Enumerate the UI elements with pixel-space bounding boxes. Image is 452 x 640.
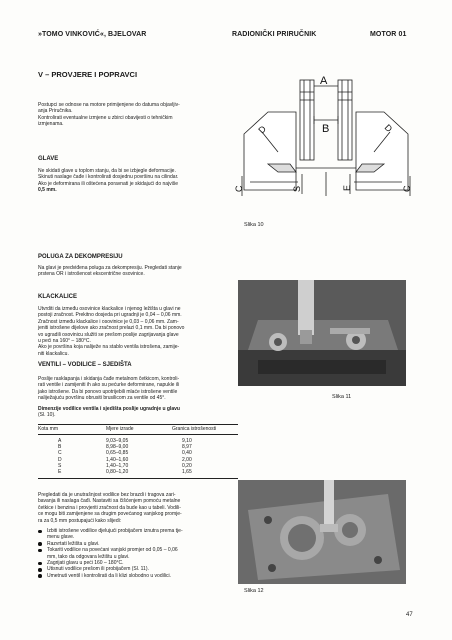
figure12-caption: Slika 12 [244, 588, 264, 594]
label-s: S [292, 185, 302, 192]
dimensions-table-body [38, 438, 238, 475]
valve-guide-diagram [234, 72, 414, 200]
dimensions-table [38, 426, 238, 432]
label-d-right: D [382, 122, 395, 135]
list-item: Utisnuti vodilice prešom ili probijačem (Sl. 11). [38, 566, 238, 572]
table-row: C 0,65–0,85 0,40 [58, 450, 192, 457]
section-title: V – PROVJERE I POPRAVCI [38, 70, 138, 79]
page-number: 47 [406, 612, 413, 618]
list-item: Umetnuti ventil i kontrolirati da li klizi slobodno u vodilici. [38, 573, 238, 579]
ventili-heading: VENTILI – VODILICE – SJEDIŠTA [38, 362, 132, 368]
list-item: Zagrijati glavu u peći 160 – 180°C. [38, 560, 238, 566]
glave-heading: GLAVE [38, 156, 59, 162]
figure11-photo [238, 280, 406, 386]
header-left: »TOMO VINKOVIĆ«, BJELOVAR [38, 31, 147, 38]
figure12-photo [238, 480, 406, 584]
label-b: B [322, 123, 330, 135]
table-row: A 9,03–9,05 9,10 [58, 438, 192, 445]
table-row: D 1,40–1,60 2,00 [58, 456, 192, 463]
ventili-paragraph: Poslije rasklapanja i skidanja čađe metalnom četkicom, kontroli- rati ventile i zamijeniti ih ako su pećurke deformirane, napukle ili jako istrošene. Da bi ponovo upotrijebili mlaće istrošene ventile naliježajuću površinu obrusiti brusilicom za ventile od 45°. [38, 376, 180, 402]
intro-paragraph: Postupci se odnose na motore primijenjene do datuma objavljiv- anja Priručnika. Kontrolirati eventualne izmjene u zbirci obavijesti o tehničkim izmjenama. [38, 102, 180, 128]
label-c-right: C [402, 185, 412, 192]
steps-list [38, 528, 238, 579]
column-header: Kota mm [38, 426, 59, 433]
column-header: Mjere izrade [106, 426, 134, 433]
label-e: E [342, 184, 352, 191]
figure10-caption: Slika 10 [244, 222, 264, 228]
pregledati-paragraph: Pregledati da je unutrašnjost vodilice bez brazdi i tragova zari- bavanja ili naslaga čađi. Nastaviti sa čišćenjem pomoću metalne četkice i benzina i provjeriti zračnost da bude kao u tabeli. Vodili- ce mogu biti zamijenjene sa drugim povećanog vanjskog promje- ra za 0,5 mm postupajući kako slijedi: [38, 492, 182, 524]
header-center: RADIONIČKI PRIRUČNIK [232, 31, 317, 38]
label-c-left: C [234, 185, 244, 192]
header-right: MOTOR 01 [370, 31, 407, 38]
table-row: B 8,98–9,00 8,97 [58, 444, 192, 451]
glave-paragraph: Ne skidati glave u toplom stanju, da bi se izbjegle deformacije. Skinuti naslage čađe i kontrolirati dosjednu površinu na cilindar. Ako je deformirana ili oštećena poravnati je skidajući do najviše 0,5 mm. [38, 168, 179, 194]
column-header: Granica istrošenosti [172, 426, 217, 433]
label-a: A [320, 75, 328, 87]
table-top-rule [38, 424, 238, 425]
poluga-paragraph: Na glavi je predviđena poluga za dekompresiju. Pregledati stanje prstena OR i istrošenost ekscentrične osovinice. [38, 265, 182, 278]
list-item: Tokariti vodilice na povećani vanjski promjer od 0,05 – 0,06 mm, tako da odgovara ležištu u glavi. [38, 547, 238, 560]
table-row: S 1,40–1,70 0,20 [58, 462, 192, 469]
dimenzije-title: Dimenzije vodilice ventila i sjedišta poslije ugradnje u glavu (Sl. 10). [38, 406, 180, 419]
list-item: Razvrtati ležišta u glavi. [38, 541, 238, 547]
klackalice-heading: KLACKALICE [38, 294, 77, 300]
label-d-left: D [256, 123, 269, 136]
table-row: E 0,80–1,20 1,65 [58, 469, 192, 476]
table-header-rule [38, 434, 238, 435]
figure11-caption: Slika 11 [332, 394, 352, 400]
poluga-heading: POLUGA ZA DEKOMPRESIJU [38, 254, 123, 260]
klackalice-paragraph: Utvrditi da između osovinice klackalice i njenog ležišta u glavi ne postoji zračnost. Prekitno dosjeda pri ugradnji je 0,04 – 0,06 mm. Zračnost između klackalice i osovinice je 0,03 – 0,06 mm. Zam- jeniti istrošene dijelove ako zračnost prelazi 0,1 mm. Da bi ponovo vo ugradili osovinicu služiti se prešom poslije zagrijavanja glave u peći na 160° – 180°C. Ako je površina koja naliježe na stablo ventila istrošena, zamije- niti klackalicu. [38, 306, 185, 357]
table-bottom-rule [38, 478, 238, 479]
list-item: Izbiti istrošene vodilice djelujući probijačem iznutra prema tje- menu glave. [38, 528, 238, 541]
